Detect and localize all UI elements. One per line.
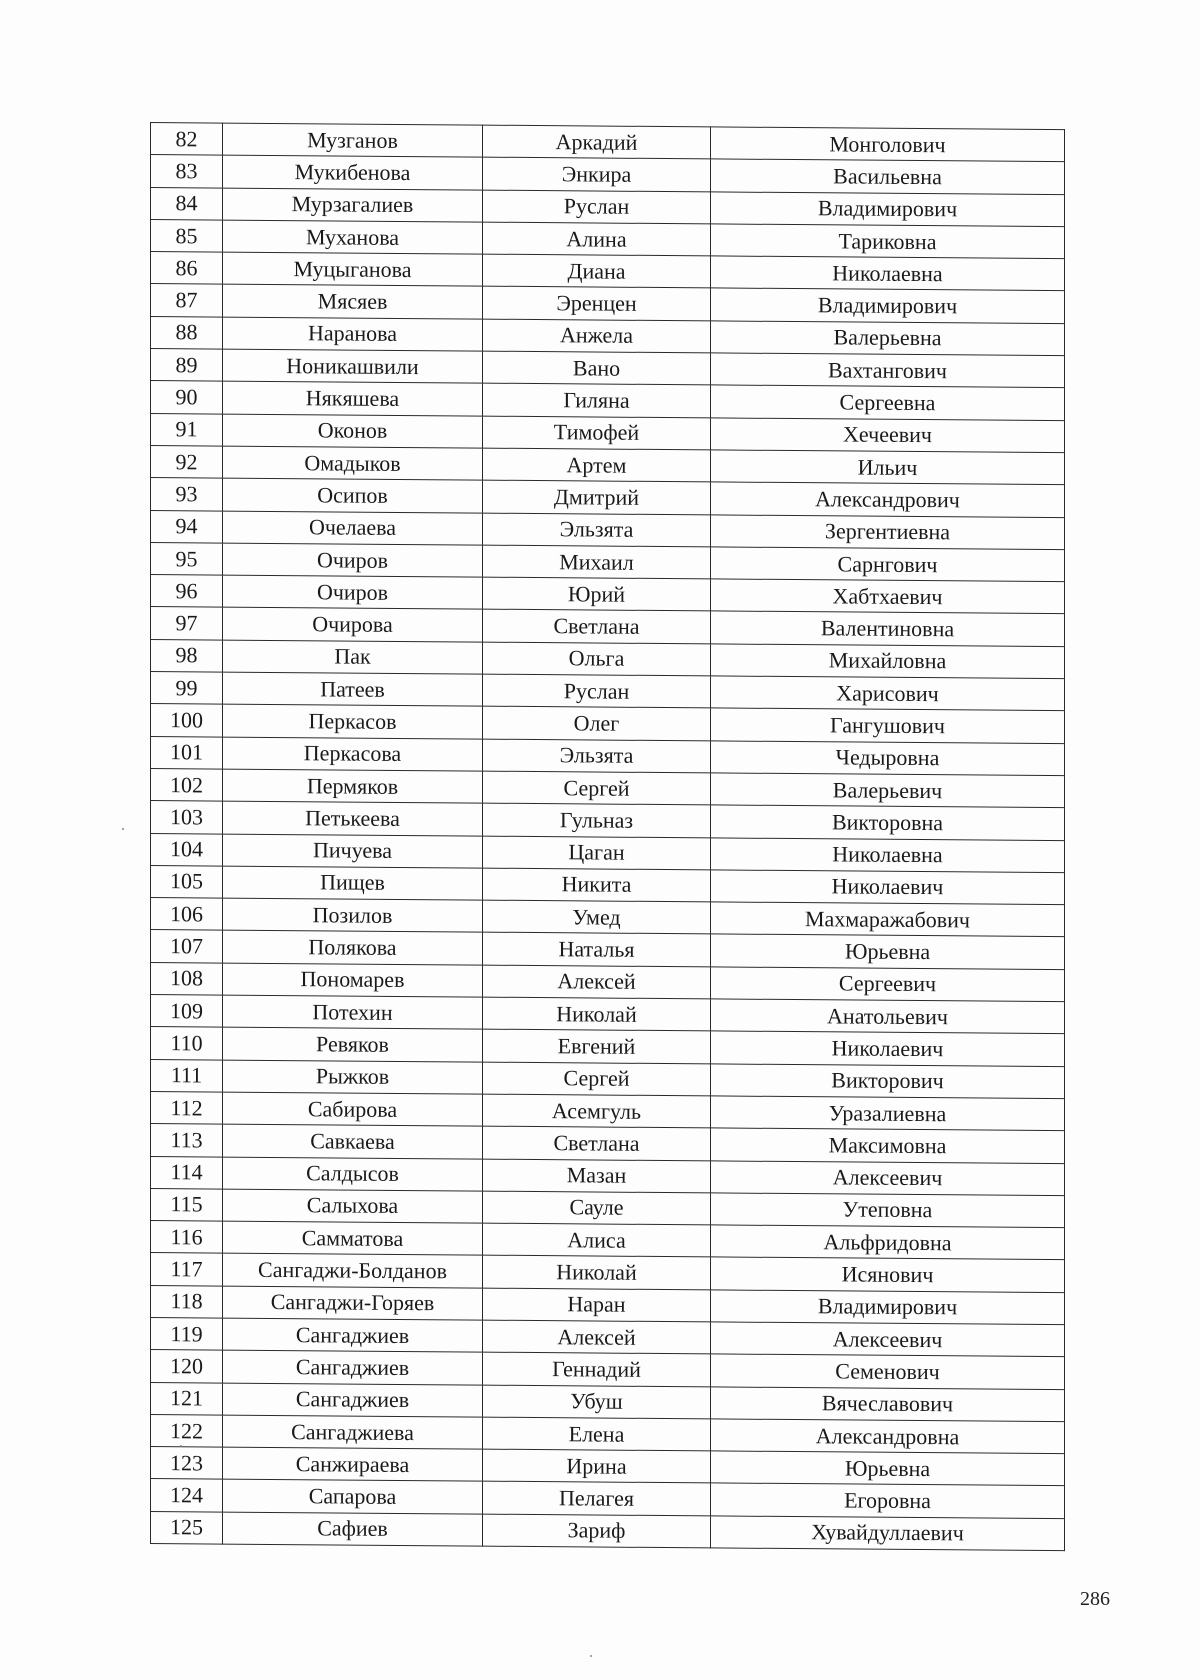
- last-name-cell: Музганов: [223, 123, 483, 157]
- first-name-cell: Диана: [483, 254, 711, 288]
- first-name-cell: Цаган: [483, 836, 711, 870]
- patronymic-cell: Николаевна: [711, 256, 1065, 291]
- row-number-cell: 90: [151, 381, 223, 414]
- roster-table-body: [151, 123, 1065, 1551]
- first-name-cell: Светлана: [483, 1126, 711, 1160]
- last-name-cell: Сафиев: [223, 1512, 483, 1546]
- row-number-cell: 96: [151, 575, 223, 608]
- first-name-cell: Алексей: [483, 1320, 711, 1354]
- last-name-cell: Мукибенова: [223, 155, 483, 189]
- first-name-cell: Эренцен: [483, 287, 711, 321]
- last-name-cell: Муханова: [223, 220, 483, 254]
- last-name-cell: Сангаджиев: [223, 1318, 483, 1352]
- row-number-cell: 104: [151, 833, 223, 866]
- row-number-cell: 98: [151, 639, 223, 672]
- row-number-cell: 100: [151, 704, 223, 737]
- row-number-cell: 95: [151, 542, 223, 575]
- row-number-cell: 102: [151, 768, 223, 801]
- last-name-cell: Полякова: [223, 930, 483, 964]
- row-number-cell: 122: [151, 1414, 223, 1447]
- first-name-cell: Мазан: [483, 1159, 711, 1193]
- first-name-cell: Руслан: [483, 674, 711, 708]
- row-number-cell: 114: [151, 1156, 223, 1189]
- patronymic-cell: Альфридовна: [711, 1225, 1065, 1260]
- row-number-cell: 111: [151, 1059, 223, 1092]
- last-name-cell: Очирова: [223, 608, 483, 642]
- first-name-cell: Руслан: [483, 190, 711, 224]
- patronymic-cell: Владимирович: [711, 288, 1065, 323]
- last-name-cell: Самматова: [223, 1221, 483, 1255]
- roster-table: [150, 122, 1065, 1551]
- row-number-cell: 82: [151, 123, 223, 156]
- patronymic-cell: Викторовна: [711, 805, 1065, 840]
- first-name-cell: Евгений: [483, 1029, 711, 1063]
- patronymic-cell: Владимирович: [711, 191, 1065, 226]
- last-name-cell: Ноникашвили: [223, 349, 483, 383]
- first-name-cell: Энкира: [483, 157, 711, 191]
- patronymic-cell: Николаевич: [711, 1031, 1065, 1066]
- first-name-cell: Николай: [483, 997, 711, 1031]
- patronymic-cell: Юрьевна: [711, 1451, 1065, 1486]
- last-name-cell: Пичуева: [223, 834, 483, 868]
- patronymic-cell: Харисович: [711, 676, 1065, 711]
- last-name-cell: Очиров: [223, 543, 483, 577]
- first-name-cell: Николай: [483, 1256, 711, 1290]
- row-number-cell: 103: [151, 801, 223, 834]
- row-number-cell: 85: [151, 219, 223, 252]
- last-name-cell: Сангаджи-Горяев: [223, 1286, 483, 1320]
- first-name-cell: Сергей: [483, 771, 711, 805]
- last-name-cell: Осипов: [223, 478, 483, 512]
- patronymic-cell: Васильевна: [711, 159, 1065, 194]
- last-name-cell: Сабирова: [223, 1092, 483, 1126]
- row-number-cell: 92: [151, 445, 223, 478]
- row-number-cell: 89: [151, 349, 223, 382]
- first-name-cell: Артем: [483, 448, 711, 482]
- row-number-cell: 91: [151, 413, 223, 446]
- patronymic-cell: Уразалиевна: [711, 1096, 1065, 1131]
- row-number-cell: 123: [151, 1447, 223, 1480]
- row-number-cell: 115: [151, 1188, 223, 1221]
- last-name-cell: Сангаджиева: [223, 1415, 483, 1449]
- patronymic-cell: Сарнгович: [711, 547, 1065, 582]
- first-name-cell: Михаил: [483, 545, 711, 579]
- patronymic-cell: Викторович: [711, 1064, 1065, 1099]
- first-name-cell: Ольга: [483, 642, 711, 676]
- first-name-cell: Юрий: [483, 577, 711, 611]
- last-name-cell: Позилов: [223, 898, 483, 932]
- first-name-cell: Дмитрий: [483, 480, 711, 514]
- patronymic-cell: Анатольевич: [711, 999, 1065, 1034]
- last-name-cell: Мясяев: [223, 285, 483, 319]
- patronymic-cell: Ильич: [711, 450, 1065, 485]
- first-name-cell: Наран: [483, 1288, 711, 1322]
- patronymic-cell: Тариковна: [711, 224, 1065, 259]
- patronymic-cell: Александровна: [711, 1419, 1065, 1454]
- first-name-cell: Пелагея: [483, 1482, 711, 1516]
- row-number-cell: 83: [151, 155, 223, 188]
- row-number-cell: 117: [151, 1253, 223, 1286]
- last-name-cell: Перкасова: [223, 737, 483, 771]
- patronymic-cell: Алексеевич: [711, 1160, 1065, 1195]
- last-name-cell: Потехин: [223, 995, 483, 1029]
- patronymic-cell: Вахтангович: [711, 353, 1065, 388]
- first-name-cell: Умед: [483, 900, 711, 934]
- patronymic-cell: Максимовна: [711, 1128, 1065, 1163]
- patronymic-cell: Валерьевич: [711, 773, 1065, 808]
- row-number-cell: 86: [151, 252, 223, 285]
- first-name-cell: Елена: [483, 1417, 711, 1451]
- row-number-cell: 93: [151, 478, 223, 511]
- patronymic-cell: Монголович: [711, 127, 1065, 162]
- row-number-cell: 109: [151, 995, 223, 1028]
- first-name-cell: Алина: [483, 222, 711, 256]
- row-number-cell: 94: [151, 510, 223, 543]
- last-name-cell: Салдысов: [223, 1157, 483, 1191]
- patronymic-cell: Хабтхаевич: [711, 579, 1065, 614]
- patronymic-cell: Юрьевна: [711, 934, 1065, 969]
- patronymic-cell: Егоровна: [711, 1483, 1065, 1518]
- row-number-cell: 101: [151, 736, 223, 769]
- scan-speck: [590, 1655, 592, 1657]
- last-name-cell: Оконов: [223, 414, 483, 448]
- first-name-cell: Олег: [483, 706, 711, 740]
- patronymic-cell: Михайловна: [711, 644, 1065, 679]
- last-name-cell: Салыхова: [223, 1189, 483, 1223]
- patronymic-cell: Махмаражабович: [711, 902, 1065, 937]
- last-name-cell: Перкасов: [223, 704, 483, 738]
- patronymic-cell: Валерьевна: [711, 321, 1065, 356]
- row-number-cell: 125: [151, 1511, 223, 1544]
- last-name-cell: Пономарев: [223, 963, 483, 997]
- patronymic-cell: Александрович: [711, 482, 1065, 517]
- patronymic-cell: Исянович: [711, 1257, 1065, 1292]
- row-number-cell: 112: [151, 1091, 223, 1124]
- patronymic-cell: Алексеевич: [711, 1322, 1065, 1357]
- patronymic-cell: Утеповна: [711, 1193, 1065, 1228]
- row-number-cell: 84: [151, 187, 223, 220]
- first-name-cell: Сергей: [483, 1062, 711, 1096]
- last-name-cell: Очиров: [223, 575, 483, 609]
- last-name-cell: Петькеева: [223, 801, 483, 835]
- patronymic-cell: Вячеславович: [711, 1386, 1065, 1421]
- first-name-cell: Алексей: [483, 965, 711, 999]
- last-name-cell: Мурзагалиев: [223, 188, 483, 222]
- last-name-cell: Омадыков: [223, 446, 483, 480]
- patronymic-cell: Николаевна: [711, 837, 1065, 872]
- first-name-cell: Ирина: [483, 1449, 711, 1483]
- scan-speck: [122, 828, 124, 830]
- last-name-cell: Ревяков: [223, 1027, 483, 1061]
- row-number-cell: 105: [151, 865, 223, 898]
- patronymic-cell: Зергентиевна: [711, 514, 1065, 549]
- first-name-cell: Анжела: [483, 319, 711, 353]
- first-name-cell: Геннадий: [483, 1352, 711, 1386]
- first-name-cell: Убуш: [483, 1385, 711, 1419]
- row-number-cell: 87: [151, 284, 223, 317]
- first-name-cell: Эльзята: [483, 513, 711, 547]
- first-name-cell: Эльзята: [483, 739, 711, 773]
- patronymic-cell: Владимирович: [711, 1290, 1065, 1325]
- patronymic-cell: Семенович: [711, 1354, 1065, 1389]
- row-number-cell: 119: [151, 1317, 223, 1350]
- row-number-cell: 99: [151, 672, 223, 705]
- last-name-cell: Пищев: [223, 866, 483, 900]
- last-name-cell: Муцыганова: [223, 252, 483, 286]
- row-number-cell: 106: [151, 898, 223, 931]
- row-number-cell: 108: [151, 962, 223, 995]
- first-name-cell: Тимофей: [483, 416, 711, 450]
- last-name-cell: Наранова: [223, 317, 483, 351]
- first-name-cell: Наталья: [483, 933, 711, 967]
- last-name-cell: Сангаджиев: [223, 1383, 483, 1417]
- row-number-cell: 116: [151, 1221, 223, 1254]
- row-number-cell: 107: [151, 930, 223, 963]
- row-number-cell: 110: [151, 1027, 223, 1060]
- row-number-cell: 124: [151, 1479, 223, 1512]
- row-number-cell: 97: [151, 607, 223, 640]
- first-name-cell: Зариф: [483, 1514, 711, 1548]
- patronymic-cell: Сергеевич: [711, 967, 1065, 1002]
- patronymic-cell: Гангушович: [711, 708, 1065, 743]
- first-name-cell: Алиса: [483, 1223, 711, 1257]
- last-name-cell: Санжираева: [223, 1447, 483, 1481]
- last-name-cell: Рыжков: [223, 1060, 483, 1094]
- patronymic-cell: Николаевич: [711, 870, 1065, 905]
- last-name-cell: Пак: [223, 640, 483, 674]
- first-name-cell: Аркадий: [483, 125, 711, 159]
- page-number: 286: [1080, 1588, 1110, 1610]
- patronymic-cell: Сергеевна: [711, 385, 1065, 420]
- table-row: [151, 1511, 1065, 1550]
- row-number-cell: 88: [151, 316, 223, 349]
- first-name-cell: Светлана: [483, 610, 711, 644]
- scan-speck: [180, 1445, 182, 1447]
- first-name-cell: Никита: [483, 868, 711, 902]
- row-number-cell: 121: [151, 1382, 223, 1415]
- patronymic-cell: Чедыровна: [711, 741, 1065, 776]
- patronymic-cell: Хечеевич: [711, 418, 1065, 453]
- first-name-cell: Асемгуль: [483, 1094, 711, 1128]
- first-name-cell: Вано: [483, 351, 711, 385]
- first-name-cell: Сауле: [483, 1191, 711, 1225]
- last-name-cell: Патеев: [223, 672, 483, 706]
- row-number-cell: 118: [151, 1285, 223, 1318]
- patronymic-cell: Валентиновна: [711, 611, 1065, 646]
- first-name-cell: Гиляна: [483, 383, 711, 417]
- last-name-cell: Савкаева: [223, 1124, 483, 1158]
- first-name-cell: Гульназ: [483, 803, 711, 837]
- last-name-cell: Очелаева: [223, 511, 483, 545]
- patronymic-cell: Хувайдуллаевич: [711, 1516, 1065, 1551]
- last-name-cell: Сангаджи-Болданов: [223, 1253, 483, 1287]
- row-number-cell: 120: [151, 1350, 223, 1383]
- row-number-cell: 113: [151, 1124, 223, 1157]
- last-name-cell: Някяшева: [223, 381, 483, 415]
- last-name-cell: Пермяков: [223, 769, 483, 803]
- last-name-cell: Сапарова: [223, 1480, 483, 1514]
- last-name-cell: Сангаджиев: [223, 1350, 483, 1384]
